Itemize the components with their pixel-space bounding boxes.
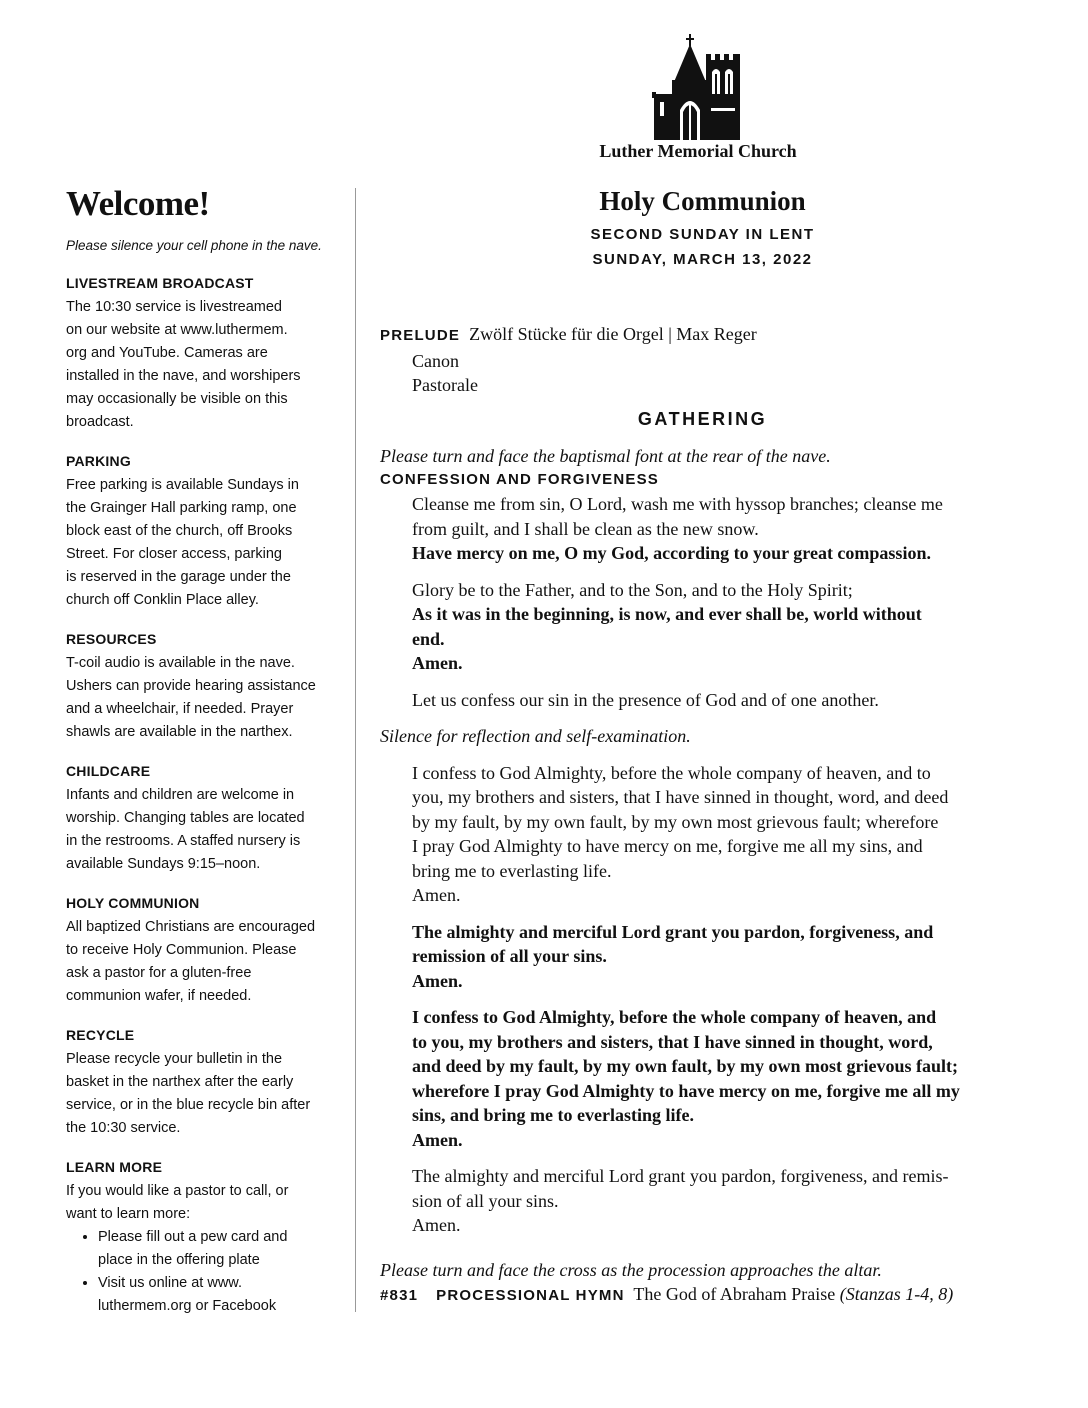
section-text: Please recycle your bulletin in the basket in the narthex after the early service, or in the blue recycle bin after the 10:30 service.	[66, 1051, 311, 1136]
welcome-column	[66, 182, 344, 1318]
section-heading: LIVESTREAM BROADCAST	[66, 275, 254, 291]
info-section	[66, 273, 344, 434]
prelude	[380, 322, 1025, 349]
hymn-number: #831	[380, 1287, 419, 1304]
service-order	[380, 184, 1025, 1309]
learn-more-text: If you would like a pastor to call, or want to learn more:	[66, 1183, 289, 1222]
prelude-piece: Canon	[412, 350, 459, 371]
hymn-title: The God of Abraham Praise	[633, 1284, 836, 1304]
section-heading: RECYCLE	[66, 1027, 135, 1043]
rubric-turn-font: Please turn and face the baptismal font at the rear of the nave.	[380, 445, 831, 466]
section-text: Infants and children are welcome in worship. Changing tables are located in the restrooms. A staffed nursery is available Sundays 9:15–noon.	[66, 787, 305, 872]
silence-note: Please silence your cell phone in the nave.	[66, 238, 322, 253]
column-divider	[355, 188, 356, 1312]
section-text: All baptized Christians are encouraged to receive Holy Communion. Please ask a pastor for a gluten-free communion wafer, if needed.	[66, 919, 316, 1004]
gathering-heading: GATHERING	[637, 408, 768, 429]
paragraph-glory: Glory be to the Father, and to the Son, and to the Holy Spirit; As it was in the beginning, is now, and ever shall be, world without end. Amen.	[412, 579, 922, 673]
info-section	[66, 451, 344, 612]
section-text: T-coil audio is available in the nave. Ushers can provide hearing assistance and a wheelchair, if needed. Prayer shawls are available in the narthex.	[66, 655, 316, 740]
rubric-turn-cross: Please turn and face the cross as the procession approaches the altar.	[380, 1259, 882, 1280]
section-heading: HOLY COMMUNION	[66, 895, 200, 911]
info-section	[66, 761, 344, 876]
learn-more-heading: LEARN MORE	[66, 1159, 163, 1175]
learn-more-section	[66, 1157, 344, 1318]
info-section	[66, 629, 344, 744]
paragraph-confession: I confess to God Almighty, before the whole company of heaven, and to you, my brothers and sisters, that I have sinned in thought, word, and deed by my fault, by my own fault, by my own most grievous fault; wherefore I pray God Almighty to have mercy on me, forgive me all my sins, and bring me to everlasting life. Amen.	[412, 762, 949, 905]
list-item: • Please fill out a pew card and place in the offering plate	[98, 1226, 344, 1272]
list-item: • Visit us online at www. luthermem.org or Facebook	[98, 1272, 344, 1318]
info-section	[66, 893, 344, 1008]
church-silhouette-icon	[652, 34, 744, 142]
hymn-label: PROCESSIONAL HYMN	[436, 1287, 625, 1304]
church-name: Luther Memorial Church	[599, 141, 797, 161]
section-heading: PARKING	[66, 453, 131, 469]
paragraph-cleanse: Cleanse me from sin, O Lord, wash me with hyssop branches; cleanse me from guilt, and I shall be clean as the new snow. Have mercy on me, O my God, according to your great compassion.	[412, 494, 943, 563]
section-text: The 10:30 service is livestreamed on our website at www.luthermem. org and YouTube. Cameras are installed in the nave, and worshipers may occasionally be visible on this broadcast.	[66, 299, 301, 430]
rubric-silence: Silence for reflection and self-examination.	[380, 726, 691, 746]
prelude-label: PRELUDE	[380, 327, 461, 344]
prelude-text: Zwölf Stücke für die Orgel | Max Reger	[469, 324, 757, 344]
confession-heading: CONFESSION AND FORGIVENESS	[380, 471, 660, 488]
service-title: Holy Communion	[599, 186, 806, 216]
paragraph-congregation-confession: I confess to God Almighty, before the whole company of heaven, and to you, my brothers and sisters, that I have sinned in thought, word, and deed by my fault, by my own fault, by my own most grievous fault; wherefore I pray God Almighty to have mercy on me, forgive me all my sins, and bring me to everlasting life. Amen.	[412, 1007, 960, 1150]
paragraph-absolution-response: The almighty and merciful Lord grant you pardon, forgiveness, and remission of all your sins. Amen.	[412, 921, 934, 991]
welcome-title: Welcome!	[66, 184, 210, 223]
section-text: Free parking is available Sundays in the Grainger Hall parking ramp, one block east of the church, off Brooks Street. For closer access, parking is reserved in the garage under the church off Conklin Place alley.	[66, 477, 299, 608]
paragraph-absolution: The almighty and merciful Lord grant you pardon, forgiveness, and remis- sion of all your sins. Amen.	[412, 1166, 949, 1235]
hymn-stanzas: (Stanzas 1-4, 8)	[839, 1284, 954, 1304]
service-date: SUNDAY, MARCH 13, 2022	[592, 251, 813, 268]
prelude-piece: Pastorale	[412, 375, 478, 395]
learn-more-list	[66, 1226, 344, 1318]
paragraph-confess-invite: Let us confess our sin in the presence of God and of one another.	[412, 689, 879, 710]
processional-hymn	[380, 1282, 1025, 1309]
section-heading: CHILDCARE	[66, 763, 151, 779]
section-heading: RESOURCES	[66, 631, 157, 647]
service-subtitle: SECOND SUNDAY IN LENT	[590, 226, 815, 243]
info-section	[66, 1025, 344, 1140]
